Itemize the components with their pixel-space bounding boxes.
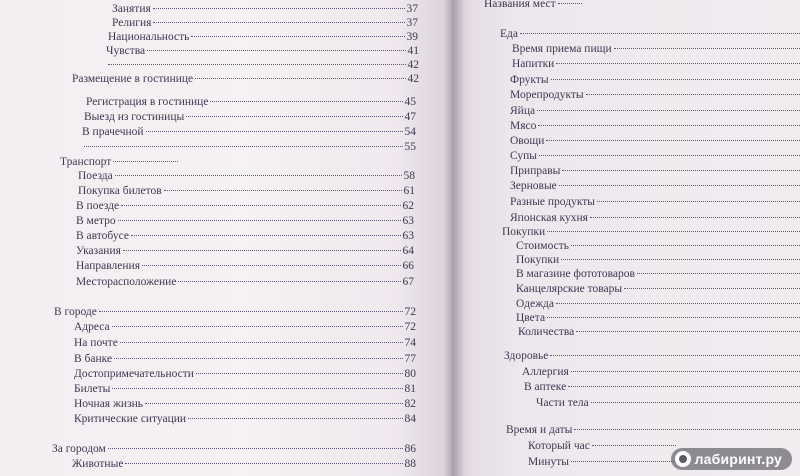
entry-page: 37: [406, 3, 418, 15]
toc-entry: [484, 0, 584, 12]
dot-leader: [556, 303, 800, 304]
entry-title: Одежда: [516, 298, 555, 310]
watermark-text: лабиринт.ру: [694, 451, 782, 467]
toc-section: [504, 350, 800, 364]
entry-title: В банке: [74, 353, 113, 365]
dot-leader: [624, 288, 800, 289]
toc-entry: [510, 89, 800, 103]
toc-entry: [84, 111, 416, 125]
dot-leader: [145, 403, 402, 404]
labirint-logo-icon: [675, 451, 691, 467]
entry-title: Выезд из гостиницы: [84, 111, 185, 123]
toc-entry: [510, 150, 800, 164]
toc-entry: [528, 456, 678, 470]
entry-title: Ночная жизнь: [74, 398, 144, 410]
entry-title: Напитки: [512, 58, 555, 70]
dot-leader: [591, 402, 800, 403]
toc-entry: [106, 59, 419, 73]
entry-title: Аллергия: [522, 366, 569, 378]
entry-page: 86: [404, 443, 416, 455]
dot-leader: [125, 463, 402, 464]
entry-page: 61: [403, 185, 415, 197]
dot-leader: [118, 220, 401, 221]
toc-entry: [510, 196, 800, 210]
toc-entry: [74, 321, 416, 335]
entry-title: Супы: [510, 150, 538, 162]
toc-entry: [516, 254, 800, 268]
dot-leader: [571, 245, 800, 246]
toc-entry: [74, 413, 416, 427]
toc-entry: [78, 185, 415, 199]
dot-leader: [561, 259, 800, 260]
entry-page: 54: [404, 126, 416, 138]
entry-title: Билеты: [74, 383, 111, 395]
dot-leader: [115, 175, 402, 176]
entry-title: Покупки: [516, 254, 560, 266]
toc-entry: [516, 298, 800, 312]
dot-leader: [113, 161, 178, 162]
entry-title: В городе: [54, 306, 97, 318]
dot-leader: [568, 386, 800, 387]
entry-page: 80: [404, 368, 416, 380]
dot-leader: [571, 371, 800, 372]
entry-title: Религия: [112, 17, 152, 29]
toc-entry: [86, 96, 416, 110]
watermark-badge: [671, 448, 792, 470]
dot-leader: [120, 342, 403, 343]
entry-page: 58: [403, 170, 415, 182]
dot-leader: [576, 331, 800, 332]
toc-entry: [516, 283, 800, 297]
toc-entry: [76, 215, 414, 229]
entry-title: Время и даты: [506, 424, 573, 436]
dot-leader: [99, 311, 403, 312]
entry-page: 63: [402, 215, 414, 227]
entry-title: Яйца: [510, 105, 536, 117]
entry-title: Животные: [72, 458, 124, 470]
toc-entry: [74, 368, 416, 382]
entry-title: Мясо: [510, 120, 537, 132]
entry-title: В магазине фототоваров: [516, 268, 635, 280]
toc-section: [60, 156, 180, 170]
toc-entry: [510, 212, 800, 226]
entry-page: 82: [404, 398, 416, 410]
entry-page: 42: [407, 59, 419, 71]
entry-title: Разные продукты: [510, 196, 596, 208]
entry-title: Морепродукты: [510, 89, 584, 101]
toc-entry: [512, 58, 800, 72]
toc-section: [506, 424, 800, 438]
toc-entry: [106, 45, 419, 59]
dot-leader: [142, 265, 401, 266]
entry-title: Покупка билетов: [78, 185, 162, 197]
dot-leader: [186, 116, 402, 117]
toc-entry: [524, 381, 800, 395]
entry-page: 74: [404, 337, 416, 349]
entry-page: 47: [404, 111, 416, 123]
toc-entry: [76, 245, 414, 259]
entry-title: Овощи: [510, 135, 545, 147]
toc-entry: [112, 17, 418, 31]
entry-page: 37: [406, 17, 418, 29]
entry-title: Цвета: [516, 312, 546, 324]
toc-entry: [510, 120, 800, 134]
entry-page: 84: [404, 413, 416, 425]
dot-leader: [546, 140, 800, 141]
toc-section: [72, 73, 419, 87]
entry-title: За городом: [52, 443, 106, 455]
entry-page: 62: [402, 200, 414, 212]
entry-title: Указания: [76, 245, 121, 257]
entry-title: Критические ситуации: [74, 413, 187, 425]
dot-leader: [112, 388, 402, 389]
toc-entry: [512, 43, 800, 57]
toc-entry: [112, 3, 418, 17]
dot-leader: [196, 373, 403, 374]
entry-page: 63: [402, 230, 414, 242]
toc-entry: [76, 276, 414, 290]
dot-leader: [191, 36, 404, 37]
toc-entry: [516, 312, 800, 326]
entry-title: Минуты: [528, 456, 570, 468]
toc-entry: [72, 458, 416, 472]
toc-section: [500, 28, 800, 42]
dot-leader: [121, 205, 400, 206]
entry-title: Еда: [500, 28, 518, 40]
dot-leader: [131, 235, 401, 236]
toc-section: [52, 443, 416, 457]
entry-page: 42: [407, 73, 419, 85]
toc-entry: [536, 397, 800, 411]
toc-entry: [74, 337, 416, 351]
dot-leader: [586, 94, 800, 95]
dot-leader: [153, 22, 404, 23]
entry-title: Части тела: [536, 397, 589, 409]
entry-title: Здоровье: [504, 350, 549, 362]
toc-entry: [516, 268, 800, 282]
entry-title: Покупки: [502, 226, 546, 238]
dot-leader: [210, 101, 402, 102]
dot-leader: [108, 64, 406, 65]
entry-title: Направления: [76, 260, 140, 272]
entry-title: Адреса: [74, 321, 110, 333]
entry-title: Поезда: [78, 170, 113, 182]
entry-title: Транспорт: [60, 156, 112, 168]
toc-entry: [510, 105, 800, 119]
entry-page: 41: [407, 45, 419, 57]
entry-title: Регистрация в гостинице: [86, 96, 209, 108]
entry-page: 39: [406, 31, 418, 43]
entry-page: 45: [404, 96, 416, 108]
entry-title: Время приема пищи: [512, 43, 612, 55]
entry-title: Месторасположение: [76, 276, 177, 288]
entry-page: 55: [404, 141, 416, 153]
entry-page: 72: [404, 321, 416, 333]
entry-title: Который час: [528, 440, 590, 452]
entry-title: Фрукты: [510, 74, 549, 86]
entry-page: 66: [402, 260, 414, 272]
entry-title: Национальность: [108, 31, 190, 43]
dot-leader: [112, 326, 403, 327]
entry-page: 72: [404, 306, 416, 318]
entry-title: В автобусе: [76, 230, 129, 242]
entry-title: В метро: [76, 215, 116, 227]
entry-title: Занятия: [112, 3, 151, 15]
entry-title: Достопримечательности: [74, 368, 194, 380]
toc-entry: [76, 200, 414, 214]
dot-leader: [153, 8, 405, 9]
toc-entry: [108, 31, 418, 45]
right-toc: [452, 0, 800, 476]
dot-leader: [123, 250, 401, 251]
toc-entry: [74, 398, 416, 412]
dot-leader: [571, 461, 676, 462]
toc-entry: [510, 180, 800, 194]
dot-leader: [551, 79, 800, 80]
dot-leader: [597, 201, 800, 202]
entry-title: Приправы: [510, 165, 561, 177]
entry-title: Стоимость: [516, 240, 569, 252]
dot-leader: [146, 131, 403, 132]
dot-leader: [147, 50, 405, 51]
toc-entry: [518, 326, 800, 340]
toc-section: [54, 306, 416, 320]
entry-title: Японская кухня: [510, 212, 588, 224]
entry-title: Количества: [518, 326, 575, 338]
dot-leader: [114, 358, 402, 359]
dot-leader: [108, 448, 403, 449]
dot-leader: [538, 125, 800, 126]
right-page: [452, 0, 800, 476]
dot-leader: [550, 355, 800, 356]
entry-title: В аптеке: [524, 381, 567, 393]
toc-entry: [528, 440, 678, 454]
dot-leader: [574, 429, 800, 430]
toc-entry: [510, 135, 800, 149]
dot-leader: [547, 317, 800, 318]
dot-leader: [556, 63, 800, 64]
dot-leader: [537, 110, 800, 111]
toc-section: [502, 226, 800, 240]
entry-title: Чувства: [106, 45, 146, 57]
dot-leader: [520, 33, 800, 34]
toc-entry: [516, 240, 800, 254]
dot-leader: [559, 185, 800, 186]
entry-page: 88: [404, 458, 416, 470]
entry-title: Размещение в гостинице: [72, 73, 194, 85]
entry-title: Канцелярские товары: [516, 283, 623, 295]
toc-entry: [76, 230, 414, 244]
toc-entry: [74, 353, 416, 367]
toc-entry: [78, 170, 415, 184]
toc-entry: [82, 141, 416, 155]
toc-entry: [510, 74, 800, 88]
entry-title: Названия мест: [484, 0, 556, 10]
toc-entry: [74, 383, 416, 397]
dot-leader: [195, 78, 405, 79]
dot-leader: [614, 48, 800, 49]
dot-leader: [547, 231, 800, 232]
entry-page: 81: [404, 383, 416, 395]
dot-leader: [539, 155, 800, 156]
entry-page: 67: [402, 276, 414, 288]
entry-title: В поезде: [76, 200, 120, 212]
dot-leader: [592, 445, 676, 446]
dot-leader: [562, 170, 800, 171]
toc-entry: [510, 165, 800, 179]
entry-page: 77: [404, 353, 416, 365]
dot-leader: [164, 190, 402, 191]
toc-entry: [82, 126, 416, 140]
dot-leader: [590, 217, 800, 218]
book-spine-shadow: [444, 0, 464, 476]
entry-title: Зерновые: [510, 180, 557, 192]
entry-title: В прачечной: [82, 126, 144, 138]
toc-entry: [522, 366, 800, 380]
dot-leader: [84, 146, 403, 147]
entry-page: 64: [402, 245, 414, 257]
dot-leader: [558, 3, 582, 4]
entry-title: На почте: [74, 337, 118, 349]
dot-leader: [637, 273, 800, 274]
dot-leader: [188, 418, 402, 419]
toc-entry: [76, 260, 414, 274]
dot-leader: [178, 281, 400, 282]
